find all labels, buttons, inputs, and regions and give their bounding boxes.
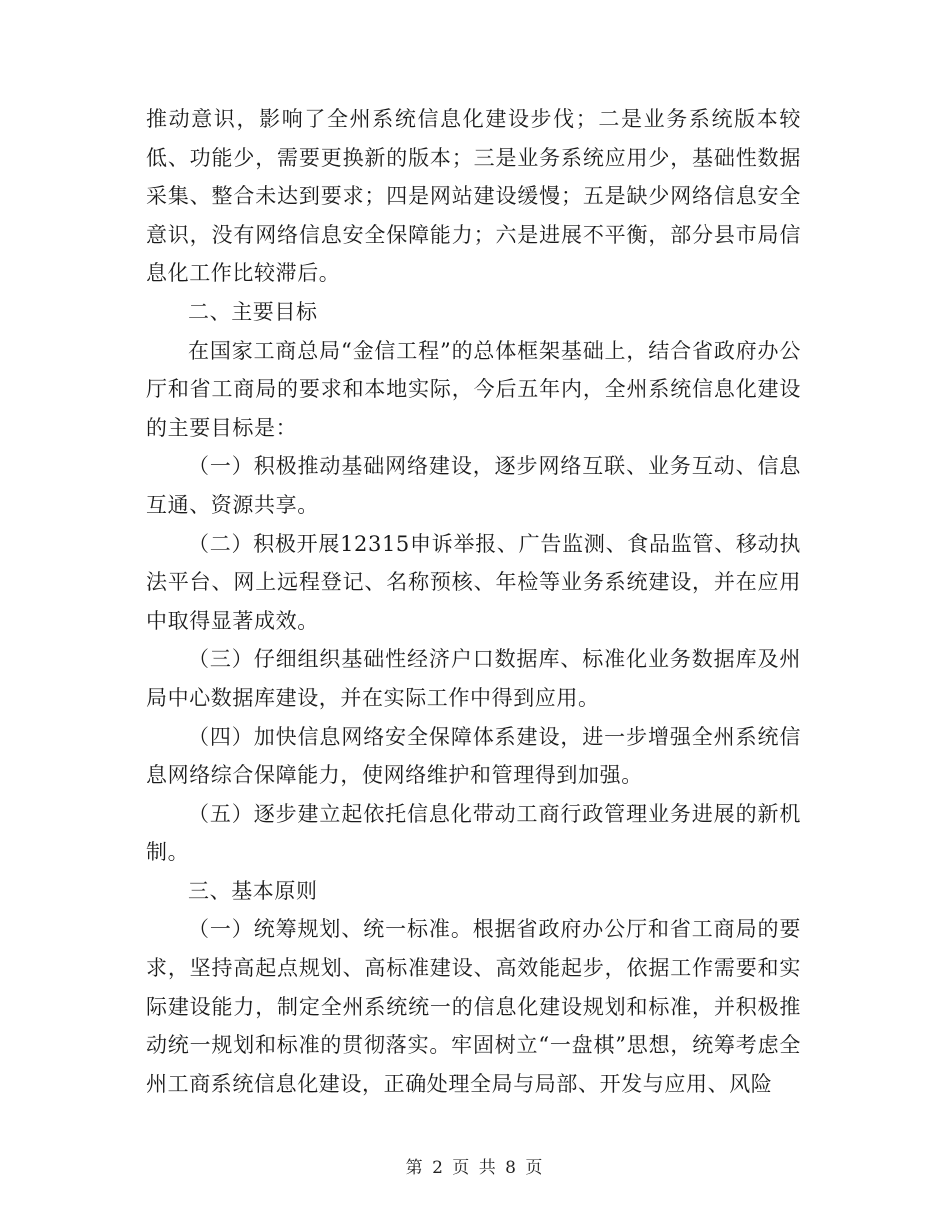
paragraph-goals-intro: 在国家工商总局“金信工程”的总体框架基础上，结合省政府办公厅和省工商局的要求和本地实际，今后五年内，全州系统信息化建设的主要目标是： [146,338,801,440]
section-heading-main-goals: 二、主要目标 [188,299,318,324]
principle-item-1: （一）统筹规划、统一标准。根据省政府办公厅和省工商局的要求，坚持高起点规划、高标准建设、高效能起步，依据工作需要和实际建设能力，制定全州系统统一的信息化建设规划和标准，并积极推动统一规划和标准的贯彻落实。牢固树立“一盘棋”思想，统筹考虑全州工商系统信息化建设，正确处理全局与局部、开发与应用、风险 [146,917,801,1096]
goal-item-2: （二）积极开展12315申诉举报、广告监测、食品监管、移动执法平台、网上远程登记、名称预核、年检等业务系统建设，并在应用中取得显著成效。 [146,531,801,633]
goal-item-4: （四）加快信息网络安全保障体系建设，进一步增强全州系统信息网络综合保障能力，使网络维护和管理得到加强。 [146,724,801,788]
section-heading-basic-principles: 三、基本原则 [188,878,318,903]
paragraph-continuation: 推动意识，影响了全州系统信息化建设步伐；二是业务系统版本较低、功能少，需要更换新的版本；三是业务系统应用少，基础性数据采集、整合未达到要求；四是网站建设缓慢；五是缺少网络信息安全意识，没有网络信息安全保障能力；六是进展不平衡，部分县市局信息化工作比较滞后。 [146,107,801,286]
goal-item-5: （五）逐步建立起依托信息化带动工商行政管理业务进展的新机制。 [146,801,801,865]
document-body [146,100,801,1103]
goal-item-3: （三）仔细组织基础性经济户口数据库、标准化业务数据库及州局中心数据库建设，并在实际工作中得到应用。 [146,647,801,710]
page-number-footer: 第 2 页 共 8 页 [405,1158,545,1178]
goal-item-1: （一）积极推动基础网络建设，逐步网络互联、业务互动、信息互通、资源共享。 [146,454,801,517]
